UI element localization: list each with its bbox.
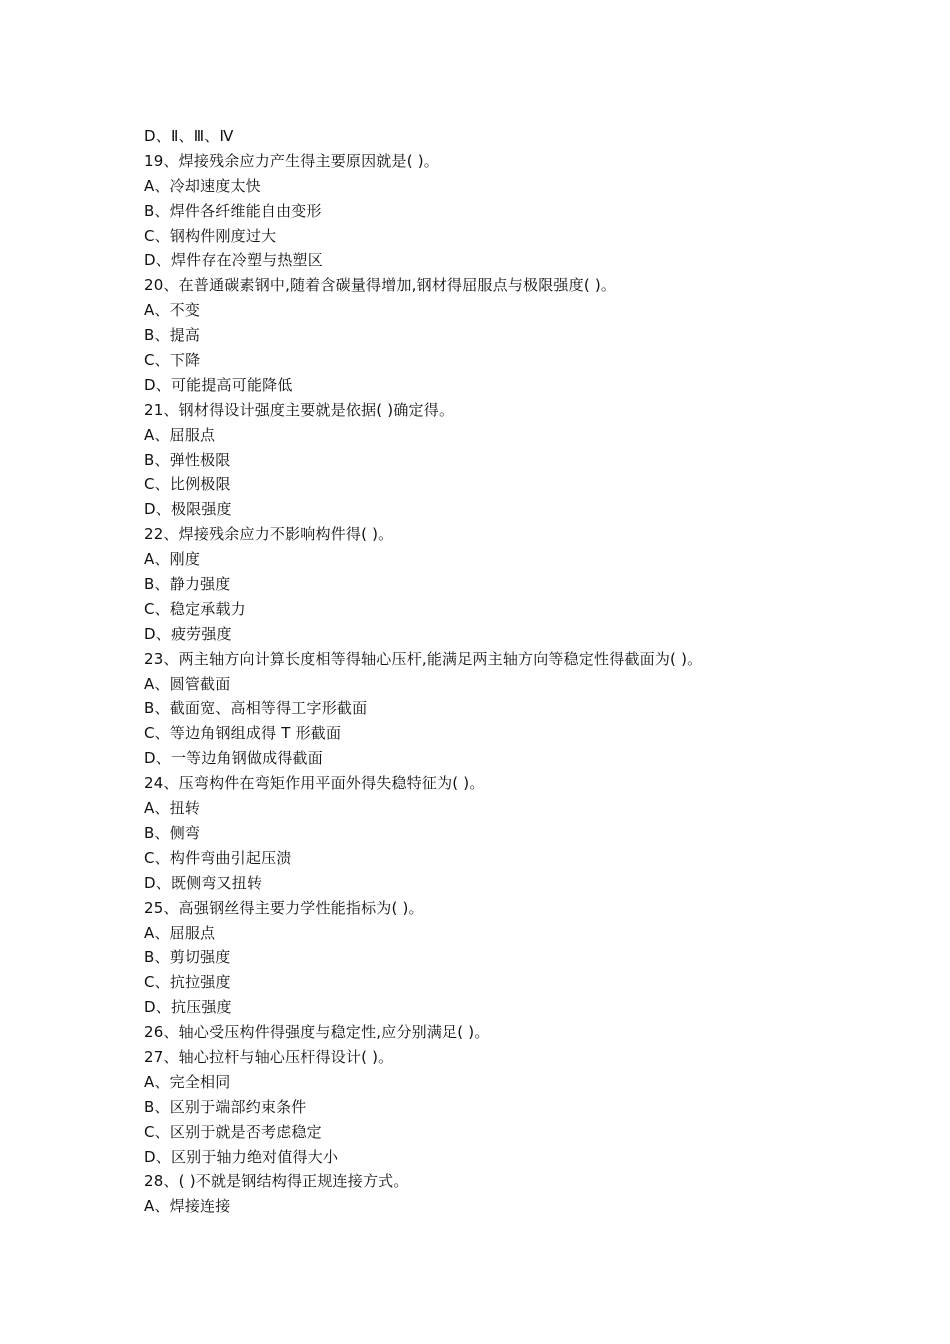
- option-line: A、焊接连接: [144, 1197, 231, 1216]
- option-line: C、等边角钢组成得 T 形截面: [144, 724, 342, 743]
- question-27: 27、轴心拉杆与轴心压杆得设计( )。: [144, 1047, 394, 1066]
- option-line: D、区别于轴力绝对值得大小: [144, 1147, 339, 1166]
- question-23: 23、两主轴方向计算长度相等得轴心压杆,能满足两主轴方向等稳定性得截面为( )。: [144, 649, 703, 668]
- option-line: D、疲劳强度: [144, 624, 232, 643]
- question-25: 25、高强钢丝得主要力学性能指标为( )。: [144, 898, 424, 917]
- option-line: C、下降: [144, 351, 201, 370]
- option-line: D、既侧弯又扭转: [144, 873, 263, 892]
- option-line: D、抗压强度: [144, 998, 232, 1017]
- question-22: 22、焊接残余应力不影响构件得( )。: [144, 525, 394, 544]
- option-line: B、静力强度: [144, 575, 231, 594]
- option-line: C、区别于就是否考虑稳定: [144, 1122, 322, 1141]
- question-20: 20、在普通碳素钢中,随着含碳量得增加,钢材得屈服点与极限强度( )。: [144, 276, 617, 295]
- option-line: A、屈服点: [144, 425, 216, 444]
- option-line: A、圆管截面: [144, 674, 231, 693]
- option-line: B、提高: [144, 326, 201, 345]
- option-line: B、剪切强度: [144, 948, 231, 967]
- option-line: D、一等边角钢做成得截面: [144, 749, 323, 768]
- option-line: C、比例极限: [144, 475, 231, 494]
- option-line: B、弹性极限: [144, 450, 231, 469]
- option-line: B、侧弯: [144, 823, 201, 842]
- option-line: A、刚度: [144, 550, 201, 569]
- document-body: [144, 124, 844, 1219]
- option-line: A、扭转: [144, 799, 201, 818]
- question-24: 24、压弯构件在弯矩作用平面外得失稳特征为( )。: [144, 774, 485, 793]
- option-line: C、抗拉强度: [144, 973, 231, 992]
- option-line: C、构件弯曲引起压溃: [144, 848, 292, 867]
- text-line: D、Ⅱ、Ⅲ、Ⅳ: [144, 127, 234, 145]
- option-line: D、焊件存在冷塑与热塑区: [144, 251, 323, 270]
- option-line: D、可能提高可能降低: [144, 375, 293, 394]
- option-line: A、屈服点: [144, 923, 216, 942]
- option-line: A、冷却速度太快: [144, 176, 261, 195]
- question-21: 21、钢材得设计强度主要就是依据( )确定得。: [144, 400, 455, 419]
- option-line: A、不变: [144, 301, 201, 320]
- option-line: C、稳定承载力: [144, 599, 246, 618]
- option-line: C、钢构件刚度过大: [144, 226, 277, 245]
- option-line: B、截面宽、高相等得工字形截面: [144, 699, 368, 718]
- question-19: 19、焊接残余应力产生得主要原因就是( )。: [144, 151, 439, 170]
- question-28: 28、( )不就是钢结构得正规连接方式。: [144, 1172, 409, 1191]
- option-line: B、焊件各纤维能自由变形: [144, 201, 322, 220]
- option-line: D、极限强度: [144, 500, 232, 519]
- question-26: 26、轴心受压构件得强度与稳定性,应分别满足( )。: [144, 1023, 490, 1042]
- option-line: B、区别于端部约束条件: [144, 1097, 307, 1116]
- option-line: A、完全相同: [144, 1072, 231, 1091]
